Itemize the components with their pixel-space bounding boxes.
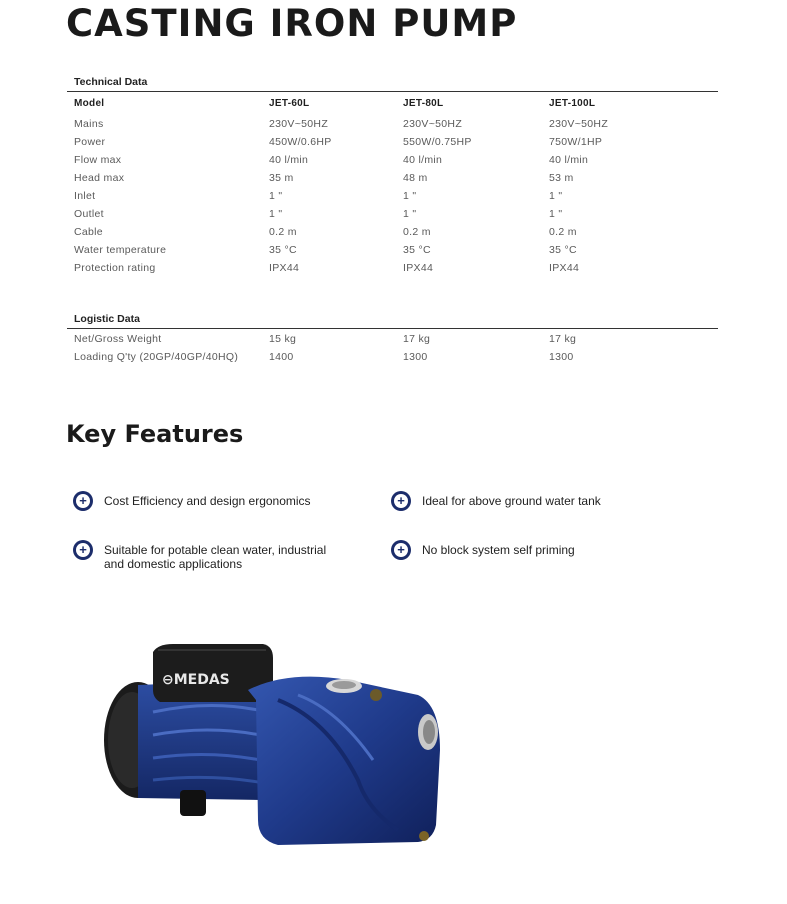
cell: 0.2 m bbox=[269, 226, 297, 238]
cell: 35 °C bbox=[549, 244, 577, 256]
table-row bbox=[74, 172, 714, 190]
cell: 15 kg bbox=[269, 333, 297, 345]
feature-text-line2: and domestic applications bbox=[104, 557, 243, 571]
cell: 1 " bbox=[269, 190, 283, 202]
table-row bbox=[74, 118, 714, 136]
header-model: Model bbox=[74, 98, 105, 109]
feature-text: Suitable for potable clean water, industrial bbox=[104, 543, 327, 557]
logistic-data-divider bbox=[67, 328, 718, 329]
cell: 1 " bbox=[403, 208, 417, 220]
row-label: Loading Q'ty (20GP/40GP/40HQ) bbox=[74, 351, 239, 363]
row-label: Inlet bbox=[74, 190, 96, 202]
plus-circle-icon bbox=[391, 540, 411, 560]
cell: IPX44 bbox=[549, 262, 580, 274]
cell: IPX44 bbox=[403, 262, 434, 274]
cell: 40 l/min bbox=[403, 154, 443, 166]
row-label: Protection rating bbox=[74, 262, 156, 274]
table-row bbox=[74, 244, 714, 262]
table-row bbox=[74, 154, 714, 172]
table-row bbox=[74, 208, 714, 226]
cell: IPX44 bbox=[269, 262, 300, 274]
row-label: Flow max bbox=[74, 154, 122, 166]
feature-item bbox=[391, 540, 691, 564]
cell: 230V~50HZ bbox=[269, 118, 329, 130]
row-label: Net/Gross Weight bbox=[74, 333, 162, 345]
cell: 1 " bbox=[269, 208, 283, 220]
header-jet-80l: JET-80L bbox=[403, 98, 444, 109]
technical-data-heading: Technical Data bbox=[74, 76, 148, 88]
cell: 0.2 m bbox=[549, 226, 577, 238]
page-title: CASTING IRON PUMP bbox=[66, 2, 518, 45]
cell: 1300 bbox=[549, 351, 574, 363]
plus-circle-icon bbox=[73, 491, 93, 511]
row-label: Power bbox=[74, 136, 106, 148]
feature-text: Cost Efficiency and design ergonomics bbox=[104, 494, 311, 508]
row-label: Head max bbox=[74, 172, 125, 184]
cell: 53 m bbox=[549, 172, 574, 184]
row-label: Water temperature bbox=[74, 244, 167, 256]
cell: 450W/0.6HP bbox=[269, 136, 332, 148]
cell: 48 m bbox=[403, 172, 428, 184]
cell: 17 kg bbox=[549, 333, 577, 345]
cell: 1400 bbox=[269, 351, 294, 363]
cell: 750W/1HP bbox=[549, 136, 603, 148]
cell: 0.2 m bbox=[403, 226, 431, 238]
row-label: Cable bbox=[74, 226, 103, 238]
feature-text: No block system self priming bbox=[422, 543, 575, 557]
technical-data-divider bbox=[67, 91, 718, 92]
feature-item bbox=[391, 491, 691, 515]
logistic-data-heading: Logistic Data bbox=[74, 313, 140, 325]
product-image bbox=[98, 640, 448, 865]
cell: 35 °C bbox=[403, 244, 431, 256]
cell: 550W/0.75HP bbox=[403, 136, 472, 148]
row-label: Mains bbox=[74, 118, 104, 130]
cell: 35 m bbox=[269, 172, 294, 184]
cell: 230V~50HZ bbox=[403, 118, 463, 130]
key-features-heading: Key Features bbox=[66, 420, 244, 448]
plus-circle-icon bbox=[73, 540, 93, 560]
feature-text: Ideal for above ground water tank bbox=[422, 494, 601, 508]
feature-item bbox=[73, 540, 373, 572]
table-row bbox=[74, 333, 714, 351]
table-row bbox=[74, 136, 714, 154]
cell: 1 " bbox=[403, 190, 417, 202]
header-jet-60l: JET-60L bbox=[269, 98, 310, 109]
table-header-row bbox=[74, 98, 714, 116]
cell: 35 °C bbox=[269, 244, 297, 256]
table-row bbox=[74, 351, 714, 369]
cell: 1 " bbox=[549, 190, 563, 202]
row-label: Outlet bbox=[74, 208, 104, 220]
table-row bbox=[74, 190, 714, 208]
plus-circle-icon bbox=[391, 491, 411, 511]
feature-item bbox=[73, 491, 373, 515]
header-jet-100l: JET-100L bbox=[549, 98, 596, 109]
table-row bbox=[74, 226, 714, 244]
cell: 40 l/min bbox=[549, 154, 589, 166]
table-row bbox=[74, 262, 714, 280]
brand-logo: ⊖MEDAS bbox=[162, 672, 230, 688]
cell: 1300 bbox=[403, 351, 428, 363]
cell: 40 l/min bbox=[269, 154, 309, 166]
cell: 17 kg bbox=[403, 333, 431, 345]
cell: 230V~50HZ bbox=[549, 118, 609, 130]
cell: 1 " bbox=[549, 208, 563, 220]
